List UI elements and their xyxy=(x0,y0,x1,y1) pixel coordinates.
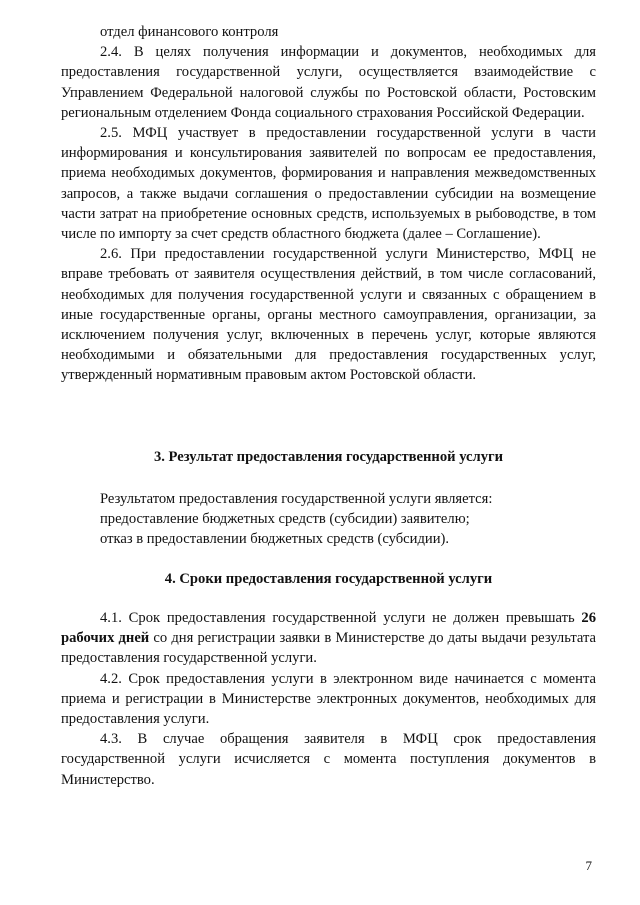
paragraph-4-3: 4.3. В случае обращения заявителя в МФЦ срок предоставления государственной услуги исчисляется с момента поступления документов в Министерство. xyxy=(61,731,596,788)
paragraph-2-5: 2.5. МФЦ участвует в предоставлении государственной услуги в части информирования и консультирования заявителей по вопросам ее предоставления, приема необходимых документов, формирования и направления межведомственных запросов, а также выдачи соглашения о предоставлении субсидии на возмещение части затрат на приобретение основных средств, используемых в рыбоводстве, в том числе по импорту за счет средств областного бюджета (далее – Соглашение). xyxy=(61,125,596,243)
text-block-top xyxy=(61,22,596,386)
section-3 xyxy=(61,447,596,467)
result-line-1: Результатом предоставления государственной услуги является: xyxy=(100,491,493,507)
section-3-heading: 3. Результат предоставления государственной услуги xyxy=(153,449,504,465)
section-4-heading: 4. Сроки предоставления государственной услуги xyxy=(164,571,493,587)
paragraph-4-1-bold-term: 26 рабочих дней xyxy=(61,610,596,647)
page-number: 7 xyxy=(585,858,592,873)
result-line-2: предоставление бюджетных средств (субсидии) заявителю; xyxy=(100,511,470,528)
paragraph-4-1-rest: со дня регистрации заявки в Министерстве до даты выдачи результата предоставления государственной услуги. xyxy=(61,630,597,667)
fragment-line: отдел финансового контроля xyxy=(100,24,279,40)
section-4 xyxy=(61,569,596,589)
paragraph-4-1-start: 4.1. Срок предоставления государственной услуги не должен превышать xyxy=(100,610,575,626)
section-4-body xyxy=(61,608,596,790)
paragraph-4-2: 4.2. Срок предоставления услуги в электронном виде начинается с момента приема и регистрации в Министерстве электронных документов, необходимых для предоставления услуги. xyxy=(61,670,596,728)
section-3-list xyxy=(61,489,596,550)
paragraph-2-6: 2.6. При предоставлении государственной услуги Министерство, МФЦ не вправе требовать от заявителя осуществления действий, в том числе согласований, необходимых для получения государственной услуги и связанных с обращением в иные государственные органы, органы местного самоуправления, организации, за исключением получения услуг, включенных в перечень услуг, которые являются необходимыми и обязательными для предоставления государственных услуг, утвержденный нормативным правовым актом Ростовской области. xyxy=(61,246,596,384)
paragraph-2-4: 2.4. В целях получения информации и документов, необходимых для предоставления государственной услуги, осуществляется взаимодействие с Управлением Федеральной налоговой службы по Ростовской области, Ростовским региональным отделением Фонда социального страхования Российской Федерации. xyxy=(61,44,596,121)
result-line-3: отказ в предоставлении бюджетных средств (субсидии). xyxy=(100,531,450,548)
paragraph-4-1 xyxy=(61,608,596,669)
